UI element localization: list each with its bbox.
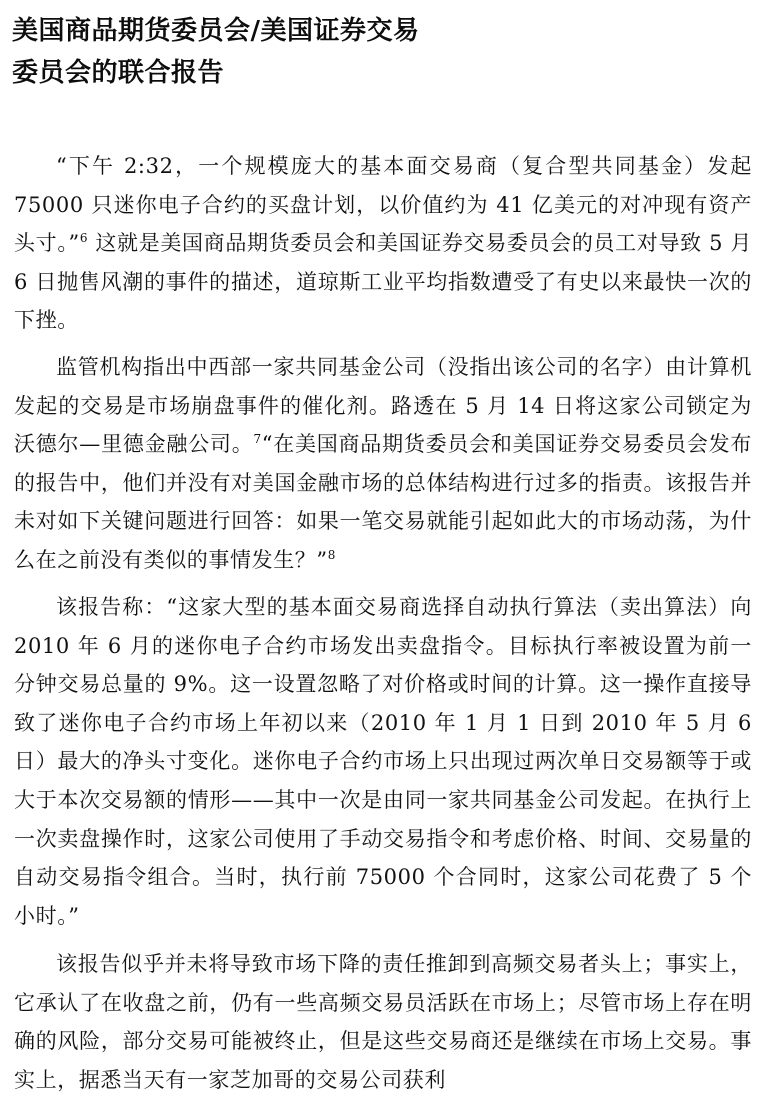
paragraph-4-text: 该报告似乎并未将导致市场下降的责任推卸到高频交易者头上；事实上，它承认了在收盘之前，仍有一些高频交易员活跃在市场上；尽管市场上存在明确的风险，部分交易可能被终止，但是这些交易商还是继续在市场上交易。事实上，据悉当天有一家芝加哥的交易公司获利 bbox=[14, 952, 752, 1092]
footnote-ref-8: 8 bbox=[327, 547, 336, 562]
paragraph-2-text-a: 监管机构指出中西部一家共同基金公司（没指出该公司的名字）由计算机发起的交易是市场崩盘事件的催化剂。路透在 5 月 14 日将这家公司锁定为沃德尔—里德金融公司。 bbox=[14, 355, 752, 457]
paragraph-4 bbox=[14, 945, 752, 1099]
paragraph-1-text-b: 这就是美国商品期货委员会和美国证券交易委员会的员工对导致 5 月 6 日抛售风潮的事件的描述，道琼斯工业平均指数遭受了有史以来最快一次的下挫。 bbox=[14, 231, 752, 333]
paragraph-2 bbox=[14, 348, 752, 580]
paragraph-1 bbox=[14, 147, 752, 340]
footnote-ref-6: 6 bbox=[79, 231, 89, 246]
paragraph-2-text-b: “在美国商品期货委员会和美国证券交易委员会发布的报告中，他们并没有对美国金融市场的总体结构进行过多的指责。该报告并未对如下关键问题进行回答：如果一笔交易就能引起如此大的市场动荡，为什么在之前没有类似的事情发生？” bbox=[14, 432, 752, 572]
paragraph-1-text-a: “下午 2:32，一个规模庞大的基本面交易商（复合型共同基金）发起 75000 只迷你电子合约的买盘计划，以价值约为 41 亿美元的对冲现有资产头寸。” bbox=[14, 154, 752, 256]
paragraph-3 bbox=[14, 588, 752, 935]
heading-line-1: 美国商品期货委员会/美国证券交易 bbox=[12, 16, 420, 46]
footnote-ref-7: 7 bbox=[253, 432, 262, 447]
section-heading bbox=[12, 10, 420, 94]
heading-line-2: 委员会的联合报告 bbox=[12, 58, 225, 88]
paragraph-3-text: 该报告称：“这家大型的基本面交易商选择自动执行算法（卖出算法）向 2010 年 6 月的迷你电子合约市场发出卖盘指令。目标执行率被设置为前一分钟交易总量的 9%。这一设置忽略了对价格或时间的计算。这一操作直接导致了迷你电子合约市场上年初以来（2010 年 1 月 1 日到 2010 年 5 月 6 日）最大的净头寸变化。迷你电子合约市场上只出现过两次单日交易额等于或大于本次交易额的情形——其中一次是由同一家共同基金公司发起。在执行上一次卖盘操作时，这家公司使用了手动交易指令和考虑价格、时间、交易量的自动交易指令组合。当时，执行前 75000 个合同时，这家公司花费了 5 个小时。” bbox=[14, 595, 752, 928]
